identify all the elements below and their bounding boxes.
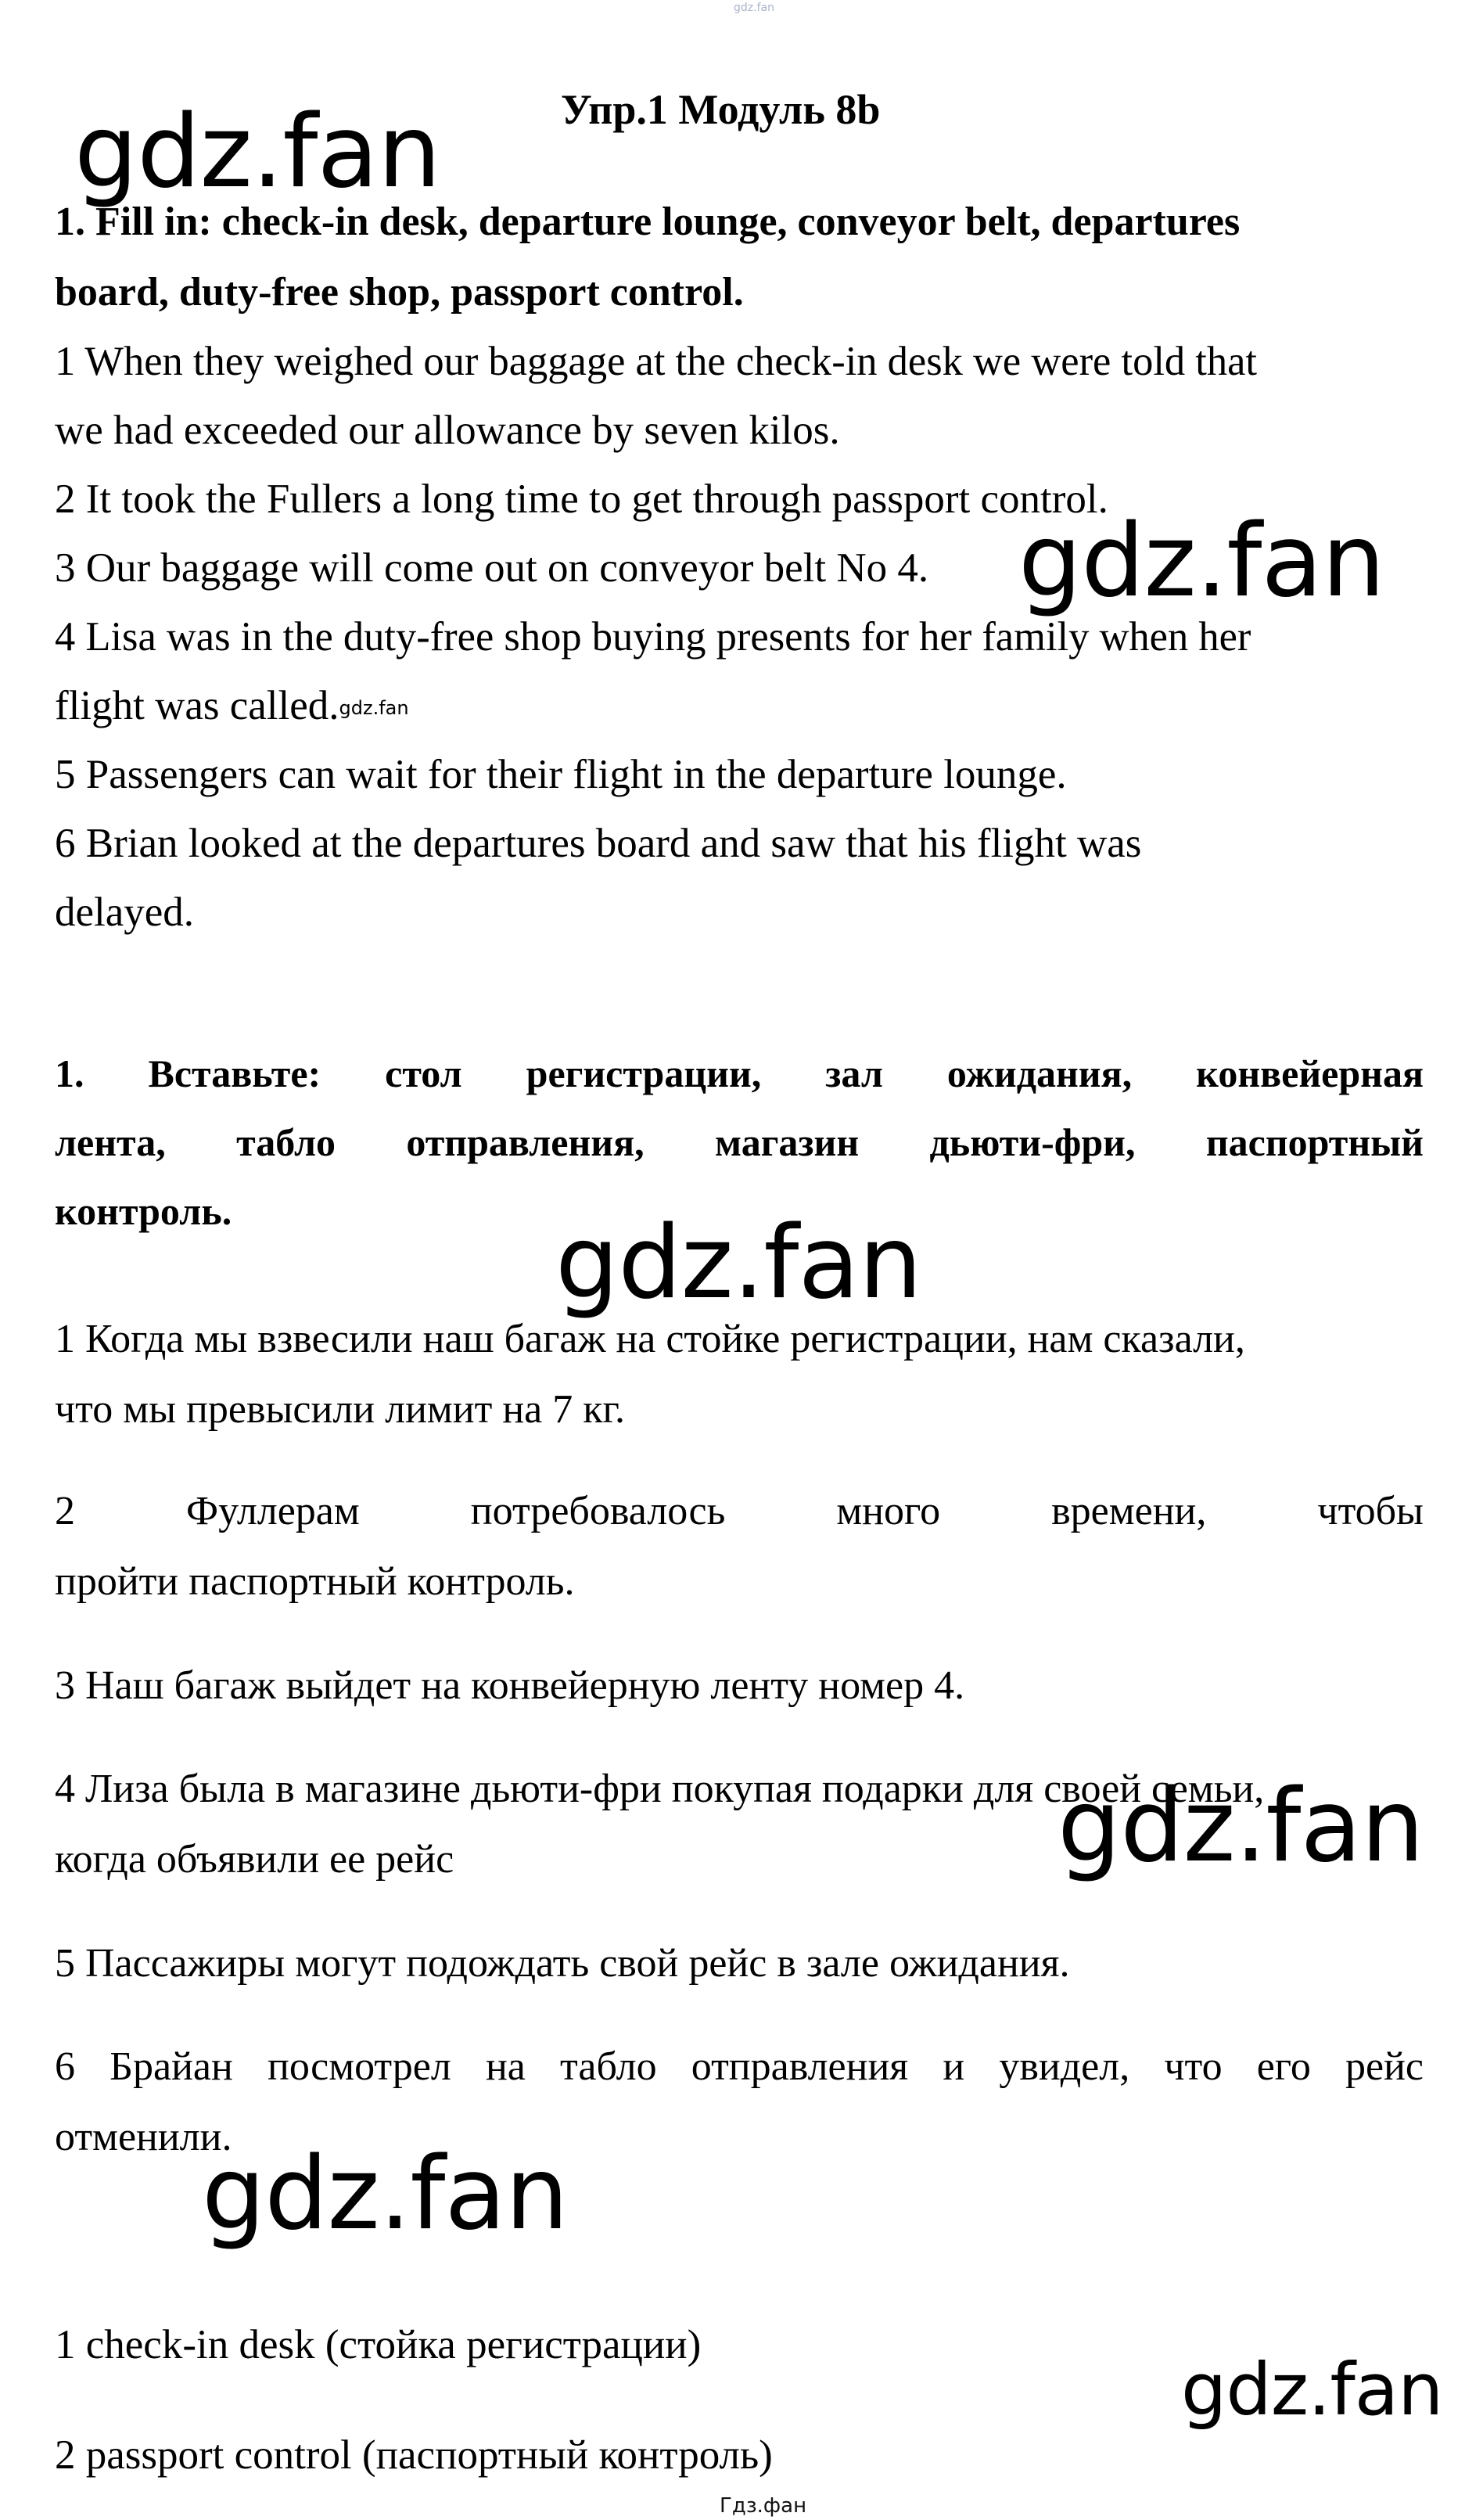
russian-sentence-3: 3 Наш багаж выйдет на конвейерную ленту номер 4.	[55, 1663, 965, 1708]
english-instruction-line1: 1. Fill in: check-in desk, departure lounge, conveyor belt, departures	[55, 200, 1241, 244]
russian-sentence-4-line1: 4 Лиза была в магазине дьюти-фри покупая подарки для своей семьи,	[55, 1767, 1265, 1811]
english-sentence-5: 5 Passengers can wait for their flight in the departure lounge.	[55, 752, 1067, 797]
russian-sentence-6-line1: 6 Брайан посмотрел на табло отправления и увидел, что его рейс	[55, 2044, 1424, 2089]
russian-sentence-1-line1: 1 Когда мы взвесили наш багаж на стойке регистрации, нам сказали,	[55, 1317, 1245, 1361]
watermark-1: gdz.fan	[74, 94, 440, 210]
answer-2: 2 passport control (паспортный контроль)	[55, 2432, 773, 2478]
russian-sentence-6-line2: отменили.	[55, 2115, 232, 2159]
russian-sentence-2-line2: пройти паспортный контроль.	[55, 1559, 575, 1604]
russian-instruction-line1: 1. Вставьте: стол регистрации, зал ожидания, конвейерная	[55, 1051, 1424, 1095]
russian-sentence-1-line2: что мы превысили лимит на 7 кг.	[55, 1387, 625, 1432]
russian-instruction-line2: лента, табло отправления, магазин дьюти-фри, паспортный	[55, 1120, 1424, 1164]
english-sentence-1-line1: 1 When they weighed our baggage at the check-in desk we were told that	[55, 339, 1258, 384]
answer-1: 1 check-in desk (стойка регистрации)	[55, 2322, 702, 2367]
russian-sentence-4-line2: когда объявили ее рейс	[55, 1837, 454, 1882]
inline-watermark: gdz.fan	[339, 697, 409, 719]
top-watermark: gdz.fan	[734, 2, 774, 14]
russian-sentence-2-line1: 2 Фуллерам потребовалось много времени, чтобы	[55, 1489, 1424, 1533]
russian-instruction-line3: контроль.	[55, 1189, 232, 1233]
english-sentence-4-line2	[55, 681, 409, 738]
russian-sentence-5: 5 Пассажиры могут подождать свой рейс в зале ожидания.	[55, 1941, 1070, 1986]
watermark-6: gdz.fan	[1181, 2348, 1443, 2432]
english-sentence-4-line1: 4 Lisa was in the duty-free shop buying presents for her family when her	[55, 614, 1251, 660]
watermark-2: gdz.fan	[1018, 503, 1384, 620]
watermark-5: gdz.fan	[202, 2136, 568, 2252]
footer-watermark: Гдз.фан	[720, 2494, 807, 2518]
watermark-3: gdz.fan	[555, 1205, 921, 1321]
english-sentence-6-line1: 6 Brian looked at the departures board and saw that his flight was	[55, 821, 1142, 866]
english-sentence-3: 3 Our baggage will come out on conveyor belt No 4.	[55, 545, 929, 591]
english-sentence-6-line2: delayed.	[55, 890, 195, 935]
page-title: Упр.1 Модуль 8b	[561, 86, 881, 133]
english-sentence-4-line2-text: flight was called.	[55, 683, 339, 728]
english-sentence-2: 2 It took the Fullers a long time to get through passport control.	[55, 476, 1108, 522]
watermark-4: gdz.fan	[1057, 1768, 1424, 1885]
english-instruction-line2: board, duty-free shop, passport control.	[55, 270, 744, 315]
english-sentence-1-line2: we had exceeded our allowance by seven kilos.	[55, 408, 840, 453]
